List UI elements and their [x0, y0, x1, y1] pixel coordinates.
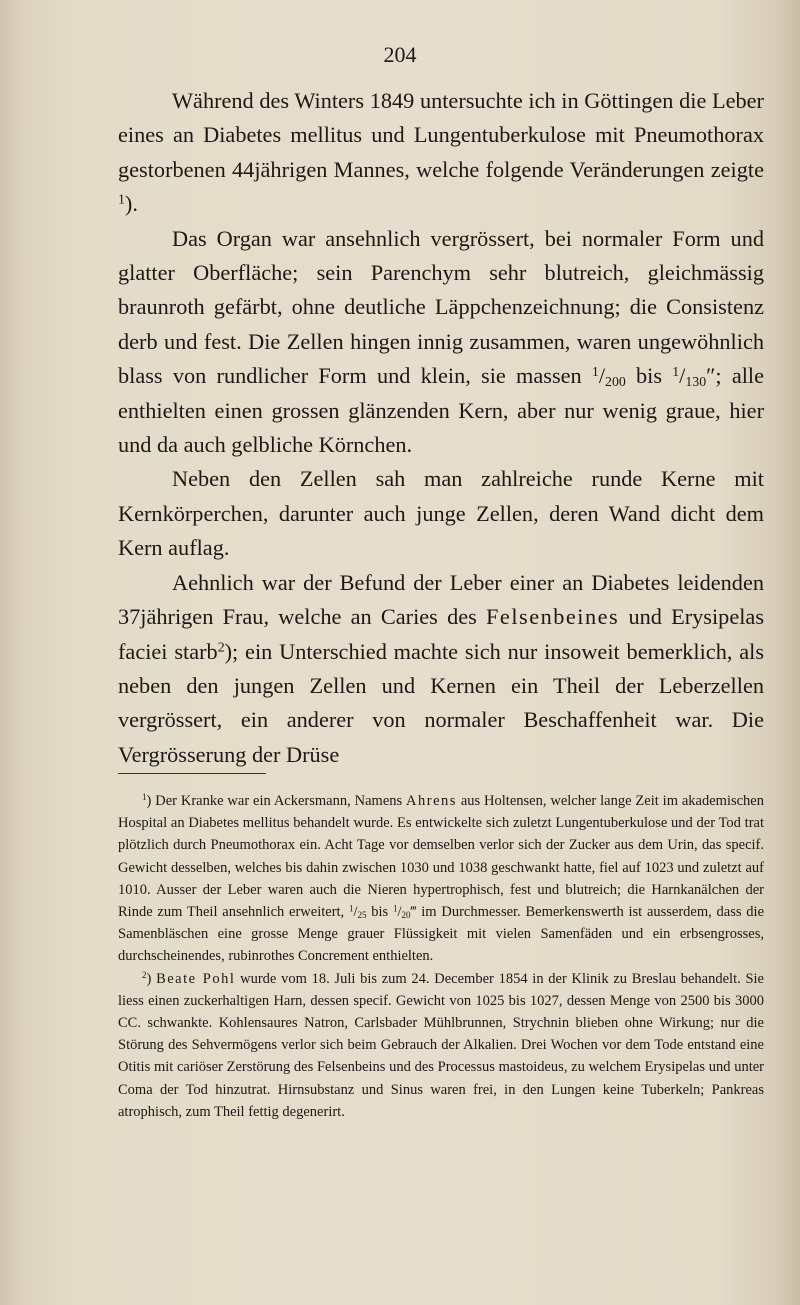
footnote-mark: 1 — [142, 792, 147, 803]
footnote-mark: 2 — [142, 969, 147, 980]
spaced-text: Felsenbeines — [486, 604, 620, 630]
footnote-ref-2: 2 — [217, 638, 225, 654]
text-run: Während des Winters 1849 untersuchte ich in Göttingen die Leber eines an Diabetes mellitus und Lungentuberkulose mit Pneumothorax gestorbenen 44jährigen Mannes, welche folgende Veränderungen zeigte — [118, 88, 764, 182]
text-run: Das Organ war ansehnlich vergrössert, bei normaler Form und glatter Oberfläche; sein Parenchym sehr blutreich, gleichmässig braunroth gefärbt, ohne deutliche Läppchenzeichnung; die Consistenz derb und fest. Die Zellen hingen innig zusammen, waren ungewöhnlich blass von rundlicher Form und klein, sie massen — [118, 225, 764, 389]
footnote-2 — [118, 968, 764, 1123]
text-run: ); ein Unterschied machte sich nur insoweit bemerklich, als neben den jungen Zellen und Kernen ein Theil der Leberzellen vergrössert, ein anderer von normaler Beschaffenheit war. Die Vergrösserung der Drüse — [118, 638, 765, 767]
text-run: aus Holtensen, welcher lange Zeit im akademischen Hospital an Diabetes mellitus behandelt wurde. Es entwickelte sich zuletzt Lungentuberkulose und der Tod trat plötzlich durch Pneumothorax ein. Acht Tage vor demselben verlor sich der Zucker aus dem Urin, das specif. Gewicht desselben, welches bis dahin zwischen 1030 und 1038 geschwankt hatte, fiel auf 1023 und zuletzt auf 1010. Ausser der Leber waren auch die Nieren hypertrophisch, fest und blutreich; die Harnkanälchen der Rinde zum Theil ansehnlich erweitert, — [118, 793, 764, 921]
paragraph-4 — [118, 566, 764, 772]
text-run: ) Der Kranke war ein Ackersmann, Namens — [146, 793, 407, 809]
footnote-divider — [118, 773, 266, 774]
page-number: 204 — [383, 42, 417, 67]
text-run: bis — [625, 363, 673, 389]
text-run: ) — [146, 970, 157, 987]
footnote-ref-1: 1 — [118, 191, 125, 207]
footnotes — [118, 790, 764, 1123]
fraction: $^1/_{25}$ — [348, 903, 367, 921]
main-text — [118, 84, 764, 772]
fraction-numerator: 1 — [392, 903, 398, 914]
text-run: bis — [366, 904, 393, 921]
fraction-denominator: 200 — [605, 374, 626, 389]
paragraph-3: Neben den Zellen sah man zahlreiche runde Kerne mit Kernkörperchen, darunter auch junge Zellen, deren Wand dicht dem Kern auflag. — [118, 466, 764, 561]
paragraph-2 — [118, 222, 764, 463]
fraction-denominator: 20 — [401, 909, 411, 920]
fraction-denominator: 130 — [685, 374, 707, 389]
fraction-numerator: 1 — [672, 364, 680, 380]
person-name: Ahrens — [406, 793, 457, 809]
fraction-numerator: 1 — [348, 903, 354, 914]
fraction-denominator: 25 — [357, 909, 367, 920]
fraction: $^1/_{200}$ — [591, 363, 626, 389]
person-name: Beate Pohl — [156, 970, 236, 987]
text-run: Aehnlich war der Befund der Leber einer an Diabetes leidenden 37jährigen Frau, welche an Caries des — [118, 569, 764, 630]
text-run: und Erysipelas faciei starb — [118, 604, 764, 664]
paragraph-1 — [118, 84, 764, 222]
text-run: ″; alle enthielten einen grossen glänzenden Kern, aber nur wenig graue, hier und da auch gelbliche Körnchen. — [118, 363, 764, 458]
fraction-numerator: 1 — [591, 364, 599, 380]
text-run: ). — [124, 191, 138, 217]
fraction: $^1/_{20}$ — [392, 903, 411, 921]
text-run: wurde vom 18. Juli bis zum 24. December 1854 in der Klinik zu Breslau behandelt. Sie liess einen zuckerhaltigen Harn, dessen specif. Gewicht von 1025 bis 1027, dessen Menge von 2500 bis 3000 CC. schwankte. Kohlensaures Natron, Carlsbader Mühlbrunnen, Strychnin blieben ohne Wirkung; nur die Störung des Sehvermögens verlor sich beim Gebrauch der Alkalien. Drei Wochen vor dem Tode entstand eine Otitis mit cariöser Zerstörung des Felsenbeins und des Processus mastoideus, zu welchem Erysipelas und unter Coma der Tod hinzutrat. Hirnsubstanz und Sinus waren frei, in den Lungen keine Tuberkeln; Pankreas atrophisch, zum Theil fettig degenerirt. — [118, 970, 764, 1120]
fraction: $^1/_{130}$ — [672, 363, 707, 389]
footnote-1 — [118, 790, 764, 968]
text-run: ‴ im Durchmesser. Bemerkenswerth ist ausserdem, dass die Samenbläschen eine grosse Menge grauer Flüssigkeit mit vielen Samenfäden und ein erbsengrosses, durchscheinendes, rubinrothes Concrement enthielten. — [118, 904, 765, 965]
